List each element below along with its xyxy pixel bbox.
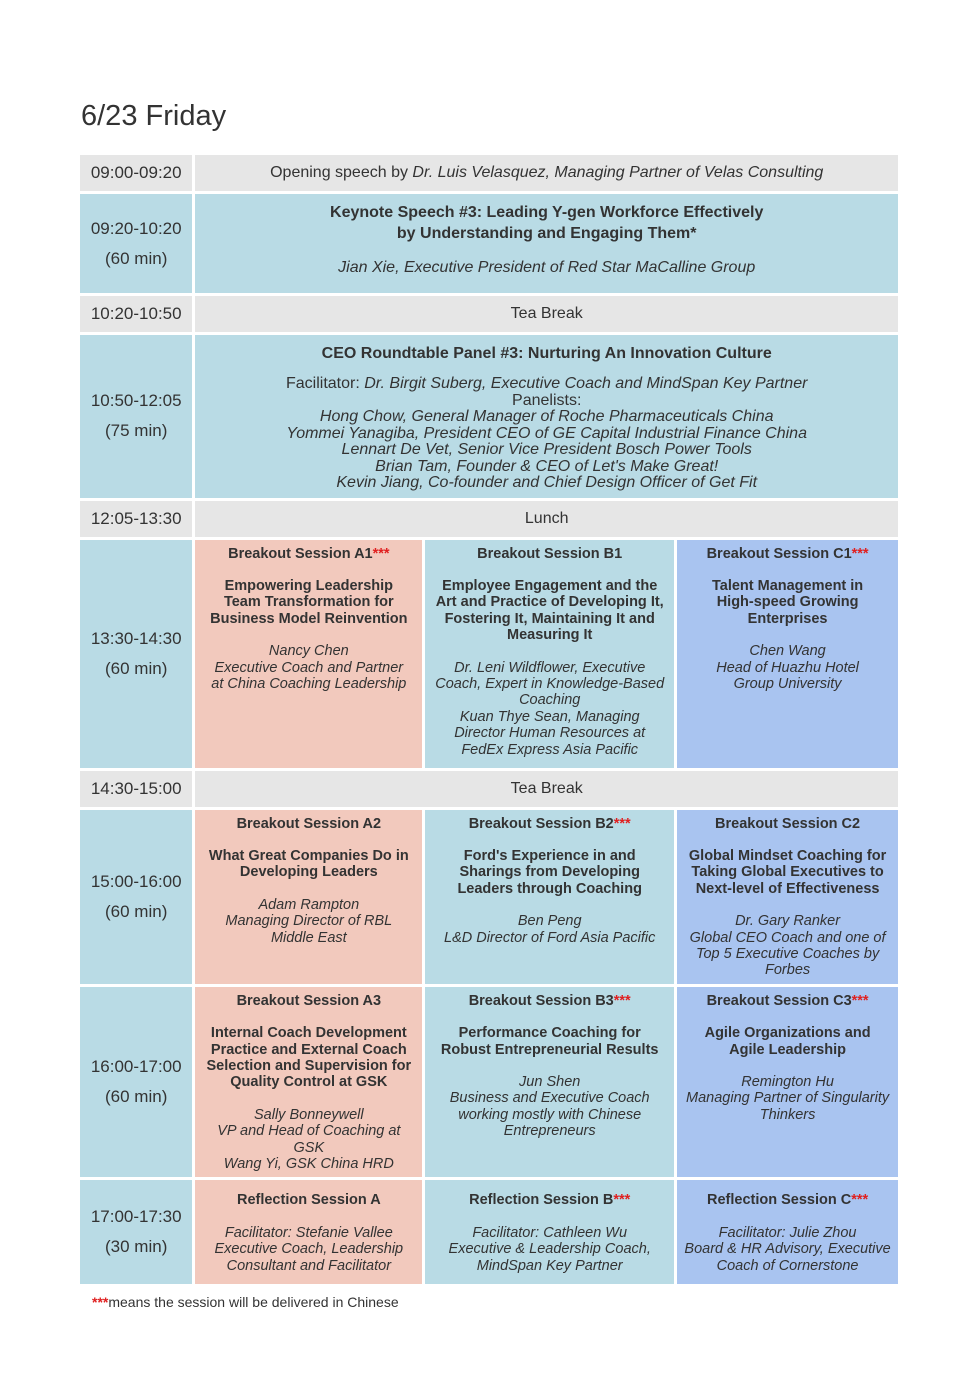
session-name: Breakout Session B3*** (468, 992, 631, 1009)
lunch: Lunch (195, 501, 898, 537)
ceo-roundtable (195, 335, 898, 498)
session-speaker: Director Human Resources at (454, 725, 646, 742)
session-speaker: Nancy Chen (268, 643, 349, 660)
session-speaker: Jun Shen (519, 1073, 581, 1090)
table-row (80, 296, 898, 332)
session-title: Talent Management in (711, 577, 864, 594)
session-speaker: Chen Wang (749, 643, 826, 660)
table-row (80, 810, 898, 984)
panelist: Kevin Jiang, Co-founder and Chief Design Officer of Get Fit (336, 474, 758, 491)
roundtable-facilitator: Facilitator: Dr. Birgit Suberg, Executive Coach and MindSpan Key Partner (285, 375, 808, 392)
time-cell: 10:20-10:50 (80, 296, 192, 332)
session-speaker: working mostly with Chinese (458, 1106, 642, 1123)
table-row (80, 1180, 898, 1284)
session-speaker: Entrepreneurs (503, 1123, 596, 1140)
session-speaker: Group University (733, 675, 842, 692)
roundtable-title: CEO Roundtable Panel #3: Nurturing An Innovation Culture (321, 345, 772, 362)
session-speaker: Facilitator: Julie Zhou (718, 1224, 857, 1241)
session-name: Reflection Session B*** (469, 1192, 631, 1209)
session-speaker: at China Coaching Leadership (211, 675, 407, 692)
session-speaker: Adam Rampton (258, 896, 360, 913)
session-speaker: Wang Yi, GSK China HRD (223, 1156, 394, 1172)
session-title: Fostering It, Maintaining It and (444, 610, 655, 627)
breakout-session-b3 (425, 987, 674, 1178)
session-title: Employee Engagement and the (442, 577, 658, 594)
session-speaker: Thinkers (759, 1106, 816, 1123)
session-speaker: Business and Executive Coach (449, 1090, 650, 1107)
breakout-session-a3 (195, 987, 422, 1178)
tea-break: Tea Break (195, 296, 898, 332)
session-speaker: Facilitator: Stefanie Vallee (224, 1224, 393, 1241)
session-title: Enterprises (747, 610, 828, 627)
chinese-marker: *** (851, 992, 869, 1009)
panelist: Hong Chow, General Manager of Roche Pharmaceuticals China (319, 408, 774, 425)
session-name: Breakout Session A3 (236, 992, 382, 1009)
keynote-title-line1: Keynote Speech #3: Leading Y-gen Workforce Effectively (330, 204, 764, 221)
session-title: Next-level of Effectiveness (695, 880, 880, 897)
session-name: Breakout Session C2 (715, 815, 861, 832)
session-speaker: Global CEO Coach and one of (689, 929, 886, 946)
session-title: Agile Organizations and (704, 1025, 871, 1042)
session-name: Breakout Session C3*** (706, 992, 869, 1009)
opening-speaker: Dr. Luis Velasquez, Managing Partner of Velas Consulting (412, 164, 824, 181)
session-speaker: Forbes (765, 962, 811, 979)
session-title: Empowering Leadership (224, 577, 394, 594)
session-speaker: Remington Hu (741, 1073, 834, 1090)
session-speaker: FedEx Express Asia Pacific (461, 741, 639, 758)
session-title: High-speed Growing (716, 594, 859, 611)
time-cell: 09:00-09:20 (80, 155, 192, 191)
time-cell: 13:30-14:30 (60 min) (80, 540, 192, 768)
footnote-text: means the session will be delivered in Chinese (108, 1294, 399, 1310)
session-speaker: Board & HR Advisory, Executive (684, 1241, 891, 1258)
session-speaker: Executive Coach, Leadership (214, 1241, 404, 1258)
session-speaker: Consultant and Facilitator (226, 1257, 392, 1274)
session-speaker: Executive Coach and Partner (214, 659, 404, 676)
session-speaker: Coach, Expert in Knowledge-Based (435, 675, 665, 692)
opening-speech (195, 155, 898, 191)
table-row (80, 501, 898, 537)
session-title: Art and Practice of Developing It, (435, 594, 664, 611)
time-cell: 12:05-13:30 (80, 501, 192, 537)
session-speaker: MindSpan Key Partner (476, 1257, 623, 1274)
chinese-marker: *** (613, 992, 631, 1009)
session-title: Developing Leaders (239, 864, 378, 881)
session-title: Agile Leadership (729, 1041, 846, 1058)
session-speaker: Facilitator: Cathleen Wu (472, 1224, 628, 1241)
session-speaker: Coaching (519, 692, 581, 709)
chinese-marker: *** (851, 1192, 869, 1209)
time-cell: 15:00-16:00 (60 min) (80, 810, 192, 984)
opening-prefix: Opening speech by (270, 164, 413, 181)
breakout-session-b2 (425, 810, 674, 984)
table-row (80, 155, 898, 191)
chinese-marker: *** (613, 1192, 631, 1209)
panelist: Yommei Yanagiba, President CEO of GE Capital Industrial Finance China (286, 424, 807, 442)
session-name: Breakout Session B2*** (468, 815, 631, 832)
session-speaker: Dr. Gary Ranker (735, 913, 841, 930)
table-row (80, 987, 898, 1178)
chinese-marker: *** (851, 545, 869, 562)
session-title: Ford's Experience in and (463, 847, 636, 864)
session-name: Reflection Session C*** (706, 1192, 869, 1209)
keynote-speaker: Jian Xie, Executive President of Red Star MaCalline Group (338, 259, 756, 276)
session-title: Taking Global Executives to (691, 864, 884, 881)
time-cell: 16:00-17:00 (60 min) (80, 987, 192, 1178)
footnote (92, 1294, 399, 1310)
breakout-session-b1 (425, 540, 674, 768)
breakout-session-c2 (677, 810, 898, 984)
session-name: Breakout Session B1 (477, 545, 623, 562)
time-cell: 17:00-17:30 (30 min) (80, 1180, 192, 1284)
session-name: Breakout Session A2 (236, 815, 382, 832)
breakout-session-a2 (195, 810, 422, 984)
session-title: What Great Companies Do in (208, 847, 409, 864)
session-title: Team Transformation for (223, 594, 394, 611)
session-name: Reflection Session A (236, 1192, 381, 1209)
session-title: Sharings from Developing (459, 864, 640, 881)
table-row (80, 194, 898, 293)
breakout-session-c3 (677, 987, 898, 1178)
keynote-speech (195, 194, 898, 293)
time-cell: 14:30-15:00 (80, 771, 192, 807)
chinese-marker: *** (613, 815, 631, 832)
table-row (80, 335, 898, 498)
panelist: Brian Tam, Founder & CEO of Let's Make Great! (375, 457, 719, 475)
session-name: Breakout Session C1*** (706, 545, 869, 562)
session-speaker: Sally Bonneywell (254, 1106, 364, 1123)
reflection-session-b (425, 1180, 674, 1284)
session-title: Practice and External Coach (210, 1041, 407, 1058)
panelists-label: Panelists: (512, 391, 582, 409)
session-title: Selection and Supervision for (206, 1057, 412, 1074)
reflection-session-c (677, 1180, 898, 1284)
chinese-marker: *** (372, 545, 390, 562)
time-cell: 10:50-12:05 (75 min) (80, 335, 192, 498)
session-speaker: Dr. Leni Wildflower, Executive (454, 659, 646, 676)
keynote-title-line2: by Understanding and Engaging Them* (396, 225, 697, 242)
session-speaker: Coach of Cornerstone (716, 1257, 859, 1274)
session-speaker: Kuan Thye Sean, Managing (459, 708, 640, 725)
reflection-session-a (195, 1180, 422, 1284)
session-title: Measuring It (506, 627, 593, 644)
page-title: 6/23 Friday (81, 100, 227, 132)
session-speaker: L&D Director of Ford Asia Pacific (444, 929, 656, 946)
session-title: Business Model Reinvention (210, 610, 408, 627)
chinese-marker: *** (92, 1294, 109, 1310)
session-title: Leaders through Coaching (457, 880, 642, 897)
tea-break: Tea Break (195, 771, 898, 807)
breakout-session-c1 (677, 540, 898, 768)
session-speaker: Top 5 Executive Coaches by (695, 945, 880, 962)
session-speaker: VP and Head of Coaching at GSK (217, 1123, 401, 1156)
panelist: Lennart De Vet, Senior Vice President Bosch Power Tools (341, 441, 752, 458)
session-speaker: Managing Director of RBL (225, 913, 393, 930)
session-name: Breakout Session A1*** (228, 545, 390, 562)
table-row (80, 540, 898, 768)
time-cell: 09:20-10:20 (60 min) (80, 194, 192, 293)
session-title: Quality Control at GSK (230, 1074, 388, 1091)
session-speaker: Executive & Leadership Coach, (448, 1241, 651, 1258)
session-speaker: Ben Peng (517, 913, 582, 930)
session-title: Global Mindset Coaching for (688, 847, 887, 864)
session-title: Robust Entrepreneurial Results (440, 1041, 659, 1058)
session-title: Internal Coach Development (210, 1025, 407, 1042)
breakout-session-a1 (195, 540, 422, 768)
session-title: Performance Coaching for (458, 1025, 641, 1042)
session-speaker: Middle East (270, 929, 347, 946)
session-speaker: Managing Partner of Singularity (686, 1090, 890, 1107)
session-speaker: Head of Huazhu Hotel (716, 659, 859, 676)
table-row (80, 771, 898, 807)
schedule-table (77, 152, 901, 1287)
